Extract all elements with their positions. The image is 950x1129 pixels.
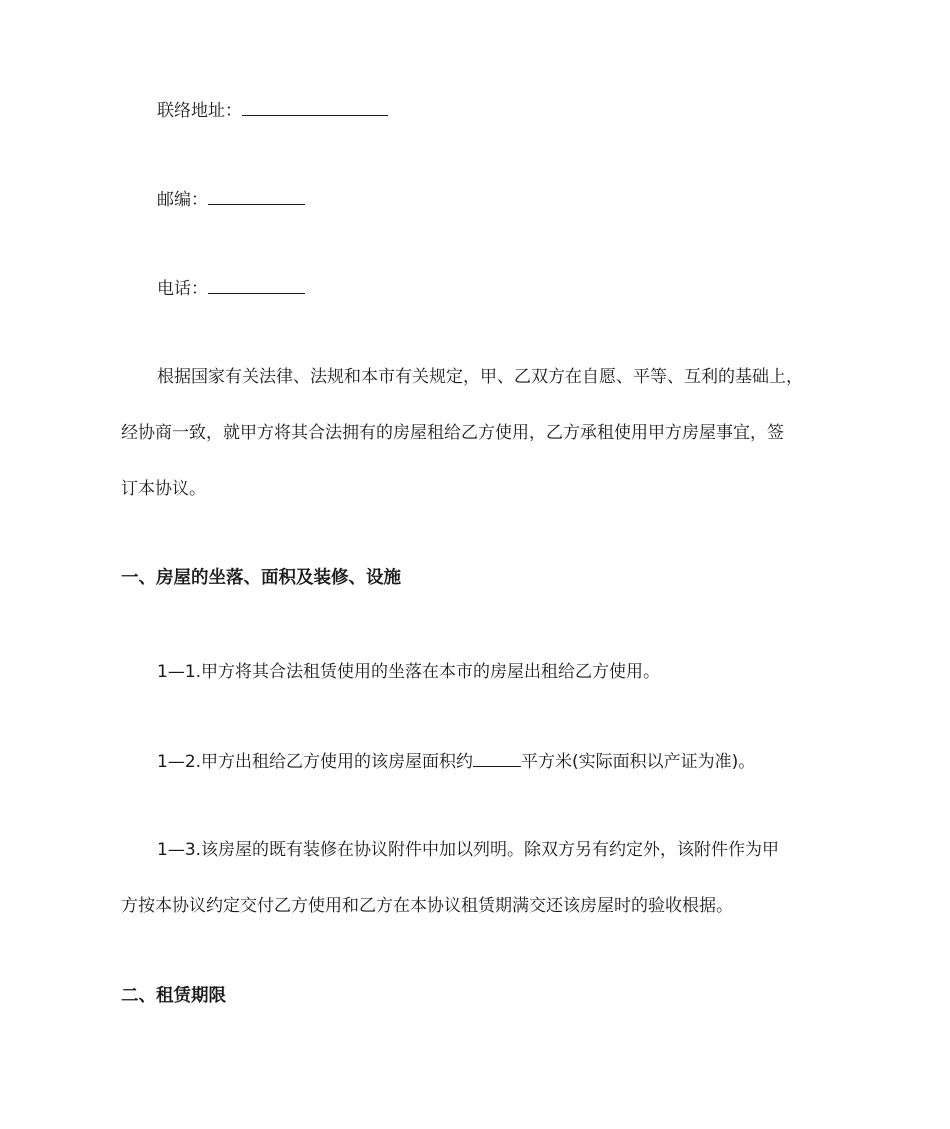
postcode-blank (208, 187, 305, 205)
preamble-line-1: 根据国家有关法律、法规和本市有关规定，甲、乙双方在自愿、平等、互利的基础上， (157, 367, 803, 387)
address-field (157, 98, 388, 123)
clause-1-1: 1—1.甲方将其合法租赁使用的坐落在本市的房屋出租给乙方使用。 (157, 662, 661, 682)
area-blank (473, 749, 521, 767)
clause-1-2-before: 1—2.甲方出租给乙方使用的该房屋面积约 (157, 752, 474, 772)
clause-1-3-line-1: 1—3.该房屋的既有装修在协议附件中加以列明。除双方另有约定外，该附件作为甲 (157, 840, 780, 860)
clause-1-2 (157, 749, 755, 774)
postcode-field (157, 187, 305, 212)
address-label: 联络地址： (157, 101, 242, 121)
phone-field (157, 276, 305, 301)
phone-blank (208, 276, 305, 294)
clause-1-3-line-2: 方按本协议约定交付乙方使用和乙方在本协议租赁期满交还该房屋时的验收根据。 (121, 896, 733, 916)
preamble-line-2: 经协商一致，就甲方将其合法拥有的房屋租给乙方使用，乙方承租使用甲方房屋事宜，签 (121, 423, 784, 443)
postcode-label: 邮编： (157, 190, 208, 210)
section-1-heading: 一、房屋的坐落、面积及装修、设施 (121, 568, 401, 588)
address-blank (242, 98, 388, 116)
preamble-line-3: 订本协议。 (121, 479, 206, 499)
clause-1-2-after: 平方米(实际面积以产证为准)。 (521, 752, 756, 772)
section-2-heading: 二、租赁期限 (121, 986, 226, 1006)
phone-label: 电话： (157, 279, 208, 299)
